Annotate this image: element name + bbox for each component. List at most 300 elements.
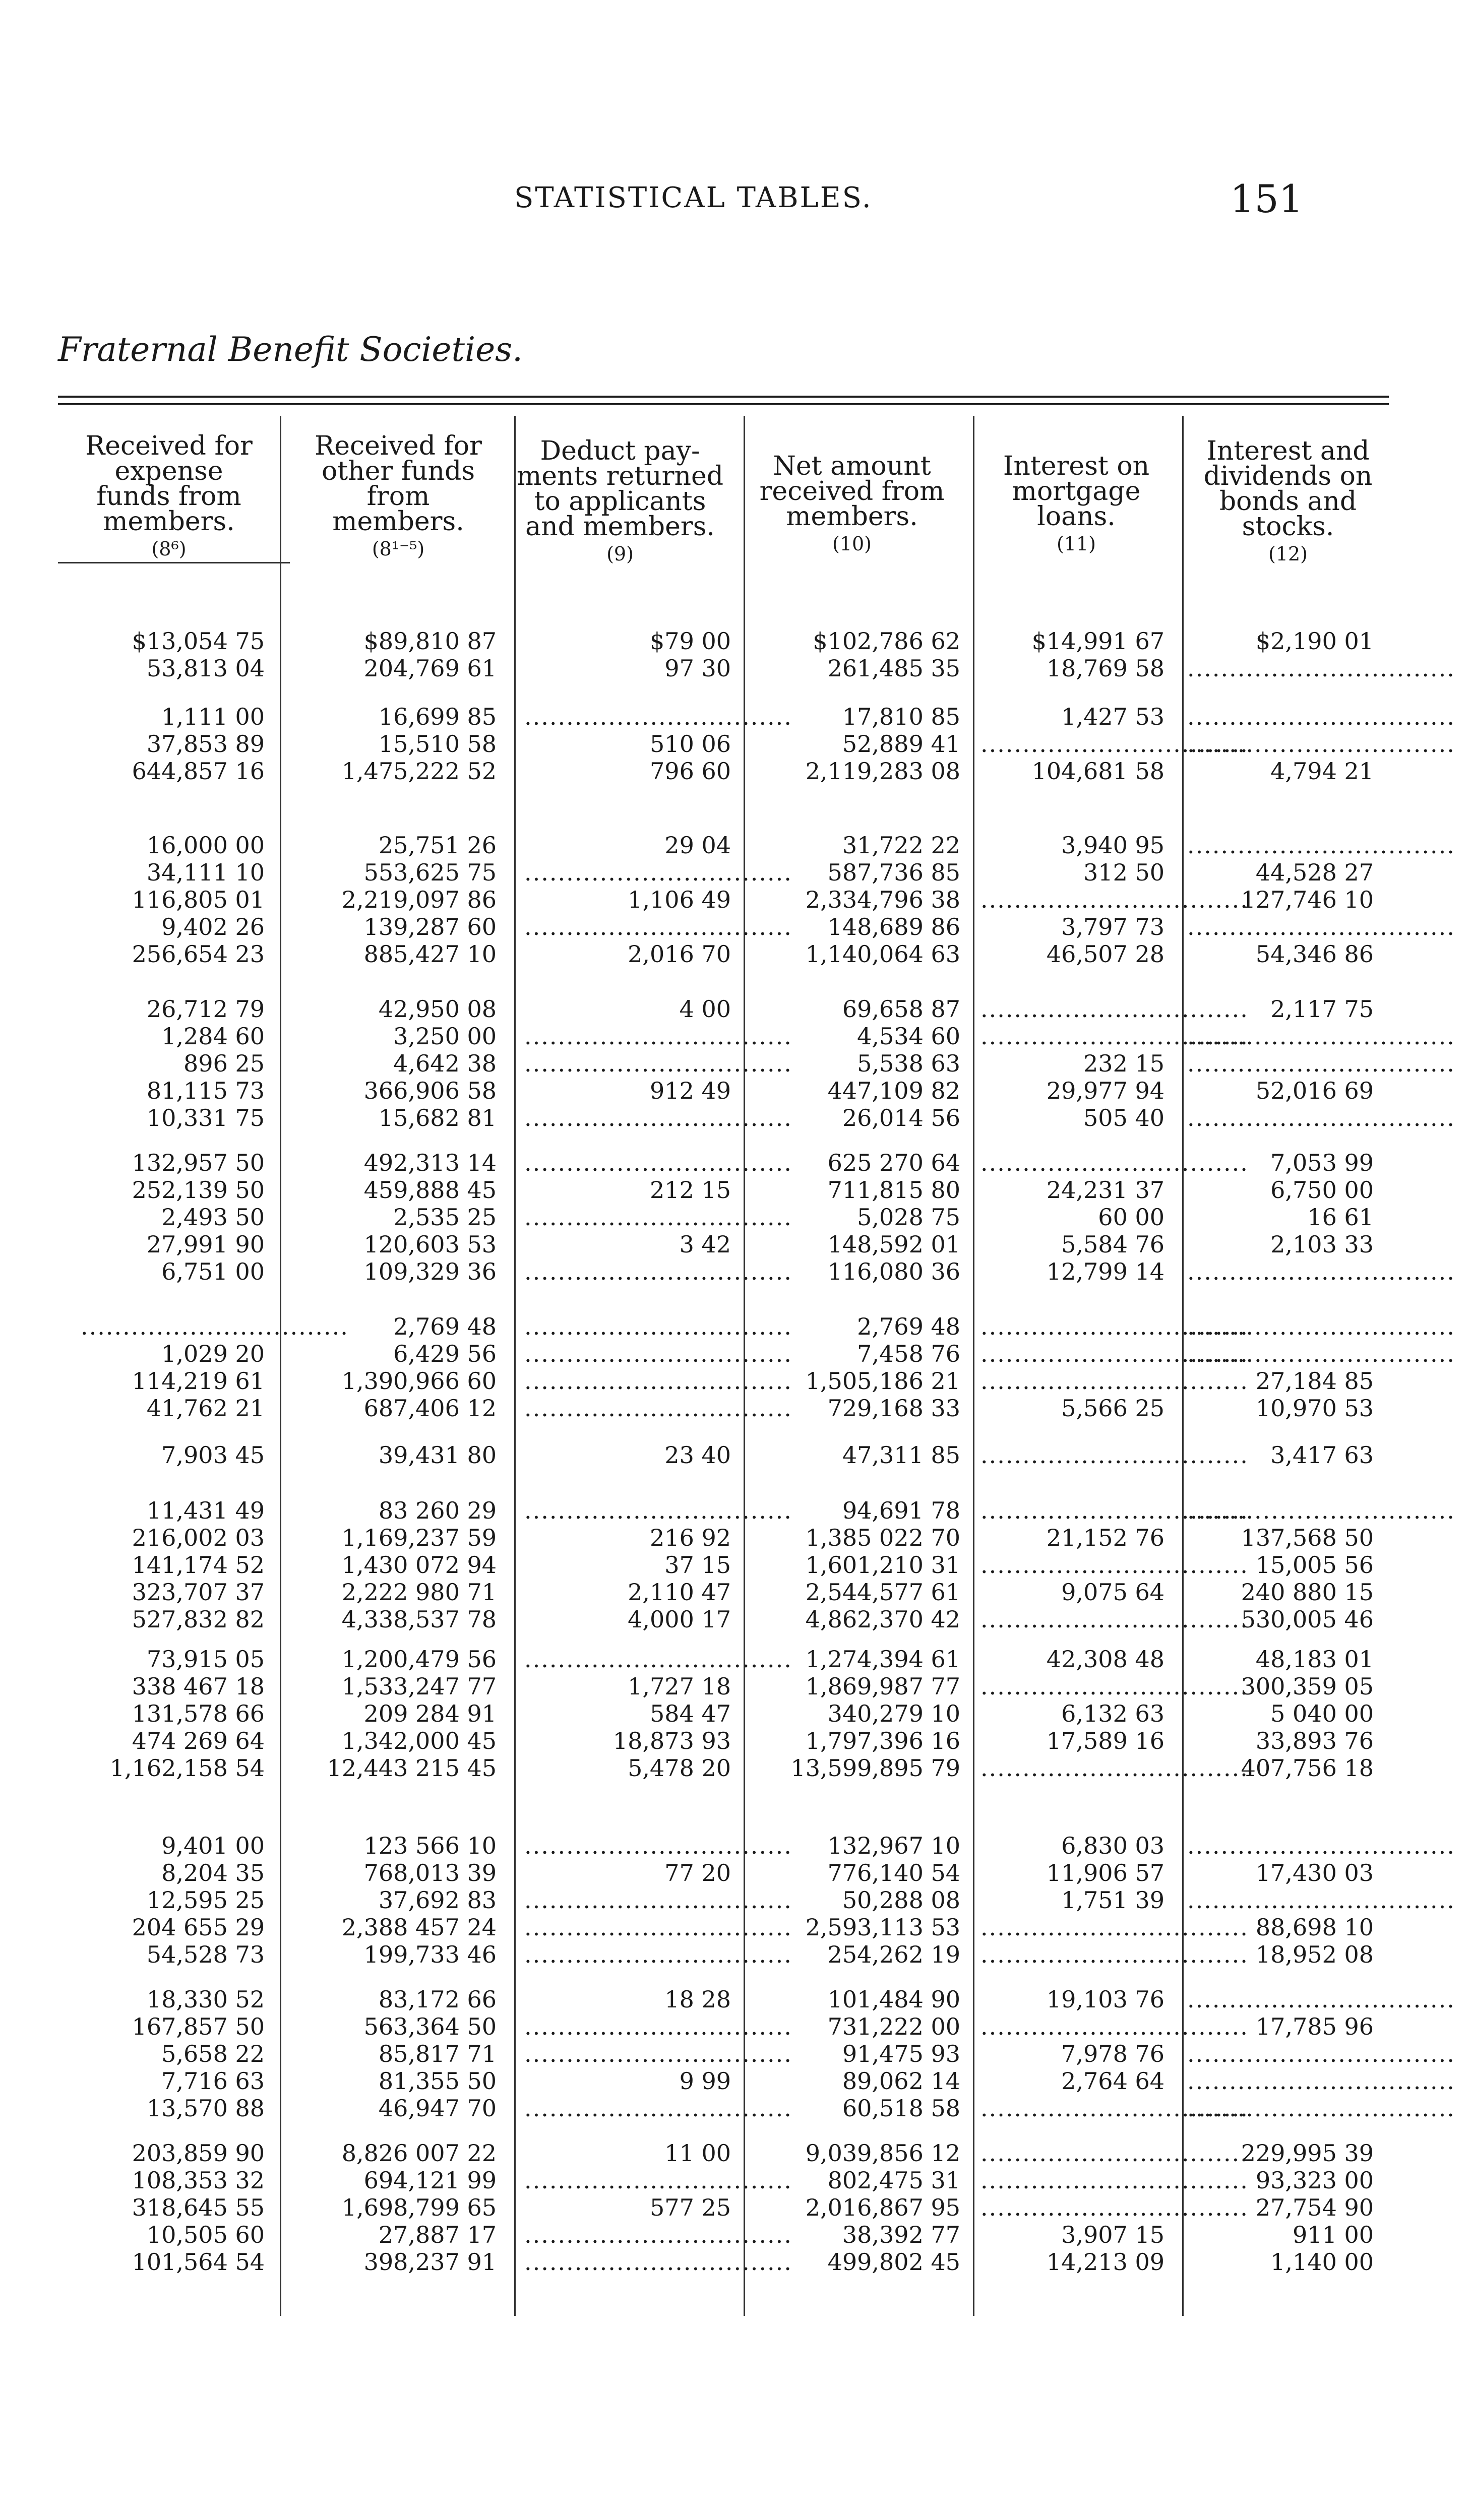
table-cell: 27,754 90 bbox=[1255, 2194, 1374, 2221]
table-cell: 41,762 21 bbox=[146, 1395, 265, 1422]
table-cell: 256,654 23 bbox=[132, 940, 265, 968]
leader-dots: ................................ bbox=[524, 1941, 792, 1968]
table-cell: 6,750 00 bbox=[1270, 1176, 1374, 1204]
table-cell: 60 00 bbox=[1098, 1204, 1164, 1231]
table-cell: 93,323 00 bbox=[1255, 2167, 1374, 2194]
table-cell: 18,769 58 bbox=[1046, 655, 1164, 682]
row-group bbox=[0, 832, 1472, 968]
column-number: (11) bbox=[1056, 533, 1096, 555]
table-cell: 912 49 bbox=[650, 1077, 731, 1104]
table-cell: 5,584 76 bbox=[1061, 1231, 1164, 1258]
table-cell: 18,873 93 bbox=[612, 1727, 731, 1754]
table-cell: 94,691 78 bbox=[842, 1497, 960, 1524]
table-cell: 18,330 52 bbox=[146, 1986, 265, 2013]
table-cell: 459,888 45 bbox=[363, 1176, 497, 1204]
table-cell: 26,014 56 bbox=[842, 1104, 960, 1131]
table-cell: 19,103 76 bbox=[1046, 1986, 1164, 2013]
table-cell: 60,518 58 bbox=[842, 2095, 960, 2122]
table-cell: $14,991 67 bbox=[1031, 627, 1164, 655]
leader-dots: ................................ bbox=[524, 703, 792, 730]
leader-dots: ................................ bbox=[1187, 2040, 1455, 2067]
table-cell: 447,109 82 bbox=[827, 1077, 960, 1104]
table-cell: 1,169,237 59 bbox=[341, 1524, 497, 1551]
table-cell: 7,458 76 bbox=[857, 1340, 960, 1367]
table-cell: 1,342,000 45 bbox=[341, 1727, 497, 1754]
column-header-line: members. bbox=[786, 501, 918, 532]
leader-dots: ................................ bbox=[524, 1313, 792, 1340]
table-cell: 9,401 00 bbox=[161, 1832, 265, 1859]
column-header-line: Interest on bbox=[1003, 451, 1150, 481]
table-cell: 323,707 37 bbox=[132, 1579, 265, 1606]
leader-dots: ................................ bbox=[1187, 1340, 1455, 1367]
table-row bbox=[0, 1606, 1472, 1633]
column-header-line: dividends on bbox=[1203, 461, 1373, 491]
table-cell: 1,751 39 bbox=[1061, 1886, 1164, 1914]
table-cell: 53,813 04 bbox=[146, 655, 265, 682]
table-cell: 2,493 50 bbox=[161, 1204, 265, 1231]
table-cell: 127,746 10 bbox=[1241, 886, 1374, 913]
table-cell: 2,222 980 71 bbox=[341, 1579, 497, 1606]
column-header-line: Received for bbox=[315, 431, 482, 461]
table-cell: 37 15 bbox=[664, 1551, 731, 1579]
table-cell: 13,599,895 79 bbox=[790, 1754, 960, 1782]
table-row bbox=[0, 2013, 1472, 2040]
table-cell: 17,810 85 bbox=[842, 703, 960, 730]
table-cell: 42,308 48 bbox=[1046, 1646, 1164, 1673]
table-cell: $89,810 87 bbox=[363, 627, 497, 655]
table-cell: 26,712 79 bbox=[146, 995, 265, 1023]
row-group bbox=[0, 2139, 1472, 2276]
table-cell: 85,817 71 bbox=[378, 2040, 497, 2067]
table-cell: 2,016,867 95 bbox=[805, 2194, 960, 2221]
leader-dots: ................................ bbox=[1187, 1832, 1455, 1859]
table-cell: 2,769 48 bbox=[857, 1313, 960, 1340]
table-cell: 6,132 63 bbox=[1061, 1700, 1164, 1727]
table-top-rule-second bbox=[58, 403, 1389, 405]
table-row bbox=[0, 2067, 1472, 2095]
page-number: 151 bbox=[1230, 176, 1304, 221]
table-cell: 27,887 17 bbox=[378, 2221, 497, 2248]
running-head: STATISTICAL TABLES. bbox=[514, 181, 873, 214]
table-cell: 340,279 10 bbox=[827, 1700, 960, 1727]
table-cell: 10,505 60 bbox=[146, 2221, 265, 2248]
table-cell: 10,970 53 bbox=[1255, 1395, 1374, 1422]
column-number: (8⁶) bbox=[151, 538, 187, 560]
table-row bbox=[0, 886, 1472, 913]
leader-dots: ................................ bbox=[524, 913, 792, 940]
table-cell: 137,568 50 bbox=[1241, 1524, 1374, 1551]
table-cell: 54,346 86 bbox=[1255, 940, 1374, 968]
column-header bbox=[63, 433, 275, 561]
table-row bbox=[0, 1104, 1472, 1131]
table-cell: 29,977 94 bbox=[1046, 1077, 1164, 1104]
table-cell: 1,533,247 77 bbox=[341, 1673, 497, 1700]
header-underline bbox=[58, 562, 290, 563]
table-cell: 81,115 73 bbox=[146, 1077, 265, 1104]
table-cell: 694,121 99 bbox=[363, 2167, 497, 2194]
column-number: (12) bbox=[1268, 543, 1308, 565]
table-cell: 2,593,113 53 bbox=[805, 1914, 960, 1941]
table-cell: 3 42 bbox=[679, 1231, 731, 1258]
table-cell: 366,906 58 bbox=[363, 1077, 497, 1104]
table-cell: 132,967 10 bbox=[827, 1832, 960, 1859]
column-number: (8¹⁻⁵) bbox=[372, 538, 425, 560]
table-cell: 4,338,537 78 bbox=[341, 1606, 497, 1633]
table-cell: 3,907 15 bbox=[1061, 2221, 1164, 2248]
column-header-line: mortgage bbox=[1012, 476, 1141, 507]
table-cell: 1,727 18 bbox=[628, 1673, 731, 1700]
table-cell: 132,957 50 bbox=[132, 1149, 265, 1176]
table-cell: 77 20 bbox=[664, 1859, 731, 1886]
table-cell: $2,190 01 bbox=[1255, 627, 1374, 655]
leader-dots: ................................ bbox=[1187, 703, 1455, 730]
column-header-line: received from bbox=[759, 476, 945, 507]
table-row bbox=[0, 1754, 1472, 1782]
table-cell: 2,117 75 bbox=[1270, 995, 1374, 1023]
table-cell: 15,682 81 bbox=[378, 1104, 497, 1131]
table-row bbox=[0, 1258, 1472, 1285]
row-group bbox=[0, 1986, 1472, 2122]
table-cell: 4,862,370 42 bbox=[805, 1606, 960, 1633]
table-cell: 148,689 86 bbox=[827, 913, 960, 940]
leader-dots: ................................ bbox=[1187, 730, 1455, 758]
table-row bbox=[0, 1859, 1472, 1886]
table-cell: 1,601,210 31 bbox=[805, 1551, 960, 1579]
table-cell: 89,062 14 bbox=[842, 2067, 960, 2095]
table-cell: 9,402 26 bbox=[161, 913, 265, 940]
leader-dots: ................................ bbox=[980, 2013, 1249, 2040]
table-row bbox=[0, 1886, 1472, 1914]
leader-dots: ................................ bbox=[980, 2139, 1249, 2167]
table-cell: 44,528 27 bbox=[1255, 859, 1374, 886]
leader-dots: ................................ bbox=[980, 995, 1249, 1023]
table-cell: 4 00 bbox=[679, 995, 731, 1023]
table-cell: 5,658 22 bbox=[161, 2040, 265, 2067]
table-cell: 4,794 21 bbox=[1270, 758, 1374, 785]
row-group bbox=[0, 1832, 1472, 1968]
table-cell: 5,538 63 bbox=[857, 1050, 960, 1077]
table-cell: 109,329 36 bbox=[363, 1258, 497, 1285]
table-cell: 563,364 50 bbox=[363, 2013, 497, 2040]
row-group bbox=[0, 1646, 1472, 1782]
table-cell: 216 92 bbox=[650, 1524, 731, 1551]
table-cell: 120,603 53 bbox=[363, 1231, 497, 1258]
table-cell: 15,005 56 bbox=[1255, 1551, 1374, 1579]
leader-dots: ................................ bbox=[524, 1204, 792, 1231]
table-row bbox=[0, 730, 1472, 758]
table-row bbox=[0, 1395, 1472, 1422]
leader-dots: ................................ bbox=[524, 1367, 792, 1395]
column-number: (9) bbox=[606, 543, 634, 565]
table-row bbox=[0, 832, 1472, 859]
table-cell: 644,857 16 bbox=[132, 758, 265, 785]
table-cell: 204,769 61 bbox=[363, 655, 497, 682]
table-cell: 1,029 20 bbox=[161, 1340, 265, 1367]
table-cell: 474 269 64 bbox=[132, 1727, 265, 1754]
leader-dots: ................................ bbox=[524, 2095, 792, 2122]
column-header-line: ments returned bbox=[516, 461, 724, 491]
table-cell: 42,950 08 bbox=[378, 995, 497, 1023]
table-cell: 17,589 16 bbox=[1046, 1727, 1164, 1754]
table-row bbox=[0, 2040, 1472, 2067]
table-cell: 796 60 bbox=[650, 758, 731, 785]
table-cell: 29 04 bbox=[664, 832, 731, 859]
table-row bbox=[0, 2248, 1472, 2276]
leader-dots: ................................ bbox=[980, 1023, 1249, 1050]
column-header bbox=[509, 438, 731, 566]
table-cell: 1,106 49 bbox=[628, 886, 731, 913]
table-cell: $13,054 75 bbox=[132, 627, 265, 655]
table-row bbox=[0, 2095, 1472, 2122]
table-cell: 13,570 88 bbox=[146, 2095, 265, 2122]
table-row bbox=[0, 859, 1472, 886]
table-cell: 2,016 70 bbox=[628, 940, 731, 968]
column-header-line: and members. bbox=[525, 512, 715, 542]
table-cell: 2,334,796 38 bbox=[805, 886, 960, 913]
table-cell: 25,751 26 bbox=[378, 832, 497, 859]
table-row bbox=[0, 1832, 1472, 1859]
table-cell: 1,162,158 54 bbox=[109, 1754, 265, 1782]
table-row bbox=[0, 913, 1472, 940]
row-group bbox=[0, 1497, 1472, 1633]
table-cell: 148,592 01 bbox=[827, 1231, 960, 1258]
table-cell: 2,764 64 bbox=[1061, 2067, 1164, 2095]
table-cell: 16,699 85 bbox=[378, 703, 497, 730]
table-cell: 33,893 76 bbox=[1255, 1727, 1374, 1754]
table-cell: 46,507 28 bbox=[1046, 940, 1164, 968]
table-cell: 896 25 bbox=[183, 1050, 265, 1077]
leader-dots: ................................ bbox=[524, 1832, 792, 1859]
table-cell: 731,222 00 bbox=[827, 2013, 960, 2040]
table-cell: 21,152 76 bbox=[1046, 1524, 1164, 1551]
table-cell: 7,716 63 bbox=[161, 2067, 265, 2095]
table-row bbox=[0, 1551, 1472, 1579]
table-cell: 1,797,396 16 bbox=[805, 1727, 960, 1754]
table-row bbox=[0, 940, 1472, 968]
leader-dots: ................................ bbox=[524, 1149, 792, 1176]
table-cell: 7,978 76 bbox=[1061, 2040, 1164, 2067]
table-cell: 16,000 00 bbox=[146, 832, 265, 859]
leader-dots: ................................ bbox=[524, 1340, 792, 1367]
table-cell: 116,805 01 bbox=[132, 886, 265, 913]
table-cell: 9 99 bbox=[679, 2067, 731, 2095]
table-cell: 687,406 12 bbox=[363, 1395, 497, 1422]
leader-dots: ................................ bbox=[980, 2167, 1249, 2194]
table-cell: 34,111 10 bbox=[146, 859, 265, 886]
table-cell: 209 284 91 bbox=[363, 1700, 497, 1727]
leader-dots: ................................ bbox=[524, 2167, 792, 2194]
leader-dots: ................................ bbox=[1187, 1986, 1455, 2013]
table-cell: 885,427 10 bbox=[363, 940, 497, 968]
table-cell: 776,140 54 bbox=[827, 1859, 960, 1886]
table-cell: 587,736 85 bbox=[827, 859, 960, 886]
leader-dots: ................................ bbox=[980, 1914, 1249, 1941]
table-cell: 711,815 80 bbox=[827, 1176, 960, 1204]
table-row bbox=[0, 1700, 1472, 1727]
leader-dots: ................................ bbox=[1187, 1497, 1455, 1524]
table-row bbox=[0, 1077, 1472, 1104]
table-cell: 50,288 08 bbox=[842, 1886, 960, 1914]
leader-dots: ................................ bbox=[524, 1497, 792, 1524]
table-cell: 2,544,577 61 bbox=[805, 1579, 960, 1606]
table-cell: 91,475 93 bbox=[842, 2040, 960, 2067]
table-cell: 1,200,479 56 bbox=[341, 1646, 497, 1673]
table-cell: 2,769 48 bbox=[393, 1313, 497, 1340]
leader-dots: ................................ bbox=[980, 1754, 1249, 1782]
column-header-line: members. bbox=[103, 507, 235, 537]
row-group bbox=[0, 995, 1472, 1131]
table-cell: 108,353 32 bbox=[132, 2167, 265, 2194]
table-cell: 83 260 29 bbox=[378, 1497, 497, 1524]
table-cell: 2,219,097 86 bbox=[341, 886, 497, 913]
table-row bbox=[0, 1941, 1472, 1968]
table-cell: 17,430 03 bbox=[1255, 1859, 1374, 1886]
table-cell: $102,786 62 bbox=[813, 627, 960, 655]
table-cell: 2,388 457 24 bbox=[341, 1914, 497, 1941]
table-cell: 261,485 35 bbox=[827, 655, 960, 682]
table-row bbox=[0, 1673, 1472, 1700]
table-row bbox=[0, 2194, 1472, 2221]
table-cell: 240 880 15 bbox=[1241, 1579, 1374, 1606]
leader-dots: ................................ bbox=[980, 1340, 1249, 1367]
table-cell: 768,013 39 bbox=[363, 1859, 497, 1886]
table-cell: 216,002 03 bbox=[132, 1524, 265, 1551]
column-header-line: bonds and bbox=[1219, 486, 1357, 517]
leader-dots: ................................ bbox=[1187, 2067, 1455, 2095]
table-cell: 24,231 37 bbox=[1046, 1176, 1164, 1204]
table-cell: 5,478 20 bbox=[628, 1754, 731, 1782]
table-cell: 12,595 25 bbox=[146, 1886, 265, 1914]
leader-dots: ................................ bbox=[1187, 913, 1455, 940]
table-row bbox=[0, 758, 1472, 785]
table-cell: 47,311 85 bbox=[842, 1441, 960, 1469]
table-cell: 338 467 18 bbox=[132, 1673, 265, 1700]
table-cell: 1,284 60 bbox=[161, 1023, 265, 1050]
table-cell: 2,535 25 bbox=[393, 1204, 497, 1231]
table-top-rule bbox=[58, 396, 1389, 398]
table-row bbox=[0, 1149, 1472, 1176]
table-cell: 6,830 03 bbox=[1061, 1832, 1164, 1859]
table-cell: 7,903 45 bbox=[161, 1441, 265, 1469]
column-header-line: Net amount bbox=[773, 451, 931, 481]
table-cell: 37,853 89 bbox=[146, 730, 265, 758]
row-group bbox=[0, 1313, 1472, 1422]
table-cell: 1,385 022 70 bbox=[805, 1524, 960, 1551]
table-cell: 3,417 63 bbox=[1270, 1441, 1374, 1469]
table-cell: 18,952 08 bbox=[1255, 1941, 1374, 1968]
table-cell: 232 15 bbox=[1083, 1050, 1164, 1077]
table-row bbox=[0, 1313, 1472, 1340]
table-cell: 27,991 90 bbox=[146, 1231, 265, 1258]
table-cell: 312 50 bbox=[1083, 859, 1164, 886]
table-cell: 199,733 46 bbox=[363, 1941, 497, 1968]
table-cell: 131,578 66 bbox=[132, 1700, 265, 1727]
table-cell: 1,505,186 21 bbox=[805, 1367, 960, 1395]
table-cell: 16 61 bbox=[1307, 1204, 1374, 1231]
table-cell: 3,940 95 bbox=[1061, 832, 1164, 859]
table-cell: 6,751 00 bbox=[161, 1258, 265, 1285]
table-cell: 23 40 bbox=[664, 1441, 731, 1469]
table-cell: 5,028 75 bbox=[857, 1204, 960, 1231]
leader-dots: ................................ bbox=[524, 2221, 792, 2248]
leader-dots: ................................ bbox=[524, 1886, 792, 1914]
table-cell: 254,262 19 bbox=[827, 1941, 960, 1968]
leader-dots: ................................ bbox=[980, 1441, 1249, 1469]
table-cell: 229,995 39 bbox=[1241, 2139, 1374, 2167]
leader-dots: ................................ bbox=[1187, 1050, 1455, 1077]
leader-dots: ................................ bbox=[524, 1023, 792, 1050]
leader-dots: ................................ bbox=[980, 1149, 1249, 1176]
table-cell: 8,826 007 22 bbox=[341, 2139, 497, 2167]
table-row bbox=[0, 1579, 1472, 1606]
column-header-line: Received for bbox=[85, 431, 253, 461]
table-row bbox=[0, 1646, 1472, 1673]
table-cell: 167,857 50 bbox=[132, 2013, 265, 2040]
table-row bbox=[0, 995, 1472, 1023]
column-header-line: expense bbox=[114, 456, 223, 486]
table-cell: 17,785 96 bbox=[1255, 2013, 1374, 2040]
table-cell: 4,534 60 bbox=[857, 1023, 960, 1050]
row-group bbox=[0, 627, 1472, 682]
table-row bbox=[0, 2167, 1472, 2194]
table-cell: 11,431 49 bbox=[146, 1497, 265, 1524]
leader-dots: ................................ bbox=[1187, 1313, 1455, 1340]
table-cell: 88,698 10 bbox=[1255, 1914, 1374, 1941]
table-cell: 3,250 00 bbox=[393, 1023, 497, 1050]
table-cell: 54,528 73 bbox=[146, 1941, 265, 1968]
table-row bbox=[0, 1340, 1472, 1367]
table-cell: 139,287 60 bbox=[363, 913, 497, 940]
table-cell: 31,722 22 bbox=[842, 832, 960, 859]
table-cell: 12,799 14 bbox=[1046, 1258, 1164, 1285]
table-cell: 38,392 77 bbox=[842, 2221, 960, 2248]
table-cell: 4,000 17 bbox=[628, 1606, 731, 1633]
table-row bbox=[0, 1914, 1472, 1941]
table-cell: 212 15 bbox=[650, 1176, 731, 1204]
column-header bbox=[741, 451, 963, 556]
table-cell: 14,213 09 bbox=[1046, 2248, 1164, 2276]
leader-dots: ................................ bbox=[980, 1367, 1249, 1395]
table-cell: 729,168 33 bbox=[827, 1395, 960, 1422]
column-header bbox=[292, 433, 504, 561]
column-header bbox=[1187, 438, 1389, 566]
leader-dots: ................................ bbox=[524, 2248, 792, 2276]
leader-dots: ................................ bbox=[524, 1104, 792, 1131]
table-cell: 300,359 05 bbox=[1241, 1673, 1374, 1700]
column-header-line: to applicants bbox=[534, 486, 706, 517]
table-cell: 8,204 35 bbox=[161, 1859, 265, 1886]
table-cell: 505 40 bbox=[1083, 1104, 1164, 1131]
column-header-line: other funds bbox=[321, 456, 475, 486]
leader-dots: ................................ bbox=[980, 2095, 1249, 2122]
column-header-line: members. bbox=[332, 507, 464, 537]
table-cell: 530,005 46 bbox=[1241, 1606, 1374, 1633]
leader-dots: ................................ bbox=[524, 1258, 792, 1285]
table-cell: 203,859 90 bbox=[132, 2139, 265, 2167]
leader-dots: ................................ bbox=[980, 1497, 1249, 1524]
table-cell: 12,443 215 45 bbox=[327, 1754, 497, 1782]
table-row bbox=[0, 2221, 1472, 2248]
table-row bbox=[0, 1050, 1472, 1077]
table-cell: 141,174 52 bbox=[132, 1551, 265, 1579]
table-row bbox=[0, 1986, 1472, 2013]
table-cell: 527,832 82 bbox=[132, 1606, 265, 1633]
table-cell: 73,915 05 bbox=[146, 1646, 265, 1673]
table-row bbox=[0, 655, 1472, 682]
table-row bbox=[0, 703, 1472, 730]
table-row bbox=[0, 1023, 1472, 1050]
row-group bbox=[0, 1149, 1472, 1285]
